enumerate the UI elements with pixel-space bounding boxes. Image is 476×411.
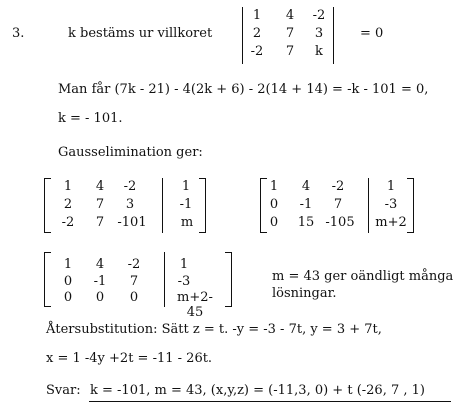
matrix-cell: m+2 xyxy=(375,215,407,230)
matrix-cell: -3 xyxy=(177,274,191,289)
matrix-cell: 1 xyxy=(63,179,73,194)
det-cell: 4 xyxy=(285,8,295,23)
matrix-cell: 0 xyxy=(63,274,73,289)
matrix-cell: 0 xyxy=(269,215,279,230)
matrix-cell: 1 xyxy=(181,179,191,194)
matrix-cell: 0 xyxy=(129,290,139,305)
matrix-cell: -2 xyxy=(127,257,141,272)
back-substitution-line: Återsubstitution: Sätt z = t. -y = -3 - 7t, y = 3 + 7t, xyxy=(46,322,382,337)
matrix-cell: -2 xyxy=(61,215,75,230)
det-cell: 7 xyxy=(285,44,295,59)
augment-divider xyxy=(368,178,369,233)
matrix-cell: 7 xyxy=(129,274,139,289)
det-cell: -2 xyxy=(312,8,326,23)
answer-text: k = -101, m = 43, (x,y,z) = (-11,3, 0) + t (-26, 7 , 1) xyxy=(90,383,425,398)
answer-underline xyxy=(89,401,451,402)
matrix-cell: 2 xyxy=(63,197,73,212)
matrix-cell: 7 xyxy=(95,215,105,230)
condition-text: k bestäms ur villkoret xyxy=(68,26,213,41)
answer-label: Svar: xyxy=(46,383,81,398)
matrix-cell: 4 xyxy=(95,179,105,194)
matrix-cell: 4 xyxy=(301,179,311,194)
x-solution-line: x = 1 -4y +2t = -11 - 26t. xyxy=(46,351,213,366)
augmented-matrix-2 xyxy=(260,178,414,233)
expansion-line: Man får (7k - 21) - 4(2k + 6) - 2(14 + 14) = -k - 101 = 0, xyxy=(58,82,429,97)
matrix-cell: -1 xyxy=(179,197,193,212)
matrix-cell: m xyxy=(180,215,194,230)
matrix-cell: -105 xyxy=(325,215,355,230)
augmented-matrix-1 xyxy=(44,178,206,233)
matrix-cell: 1 xyxy=(269,179,279,194)
k-result-line: k = - 101. xyxy=(58,111,123,126)
gauss-intro: Gausselimination ger: xyxy=(58,145,203,160)
matrix-cell: 0 xyxy=(95,290,105,305)
problem-number: 3. xyxy=(12,26,25,41)
conclusion-line-2: lösningar. xyxy=(272,286,337,301)
matrix-right-bracket xyxy=(225,252,232,307)
det-cell: -2 xyxy=(250,44,264,59)
det-cell: 2 xyxy=(252,26,262,41)
det-cell: 7 xyxy=(285,26,295,41)
matrix-cell: 1 xyxy=(179,257,189,272)
matrix-cell: -2 xyxy=(123,179,137,194)
equals-zero: = 0 xyxy=(360,26,384,41)
matrix-cell: 4 xyxy=(95,257,105,272)
det-cell: 3 xyxy=(314,26,324,41)
matrix-cell: -101 xyxy=(117,215,147,230)
matrix-cell: m+2-45 xyxy=(177,290,213,320)
det-cell: k xyxy=(315,44,323,59)
determinant xyxy=(242,7,334,64)
matrix-cell: 0 xyxy=(63,290,73,305)
matrix-cell: 1 xyxy=(63,257,73,272)
matrix-cell: -1 xyxy=(93,274,107,289)
matrix-cell: 15 xyxy=(297,215,315,230)
matrix-cell: 1 xyxy=(386,179,396,194)
matrix-cell: -3 xyxy=(384,197,398,212)
matrix-cell: 7 xyxy=(333,197,343,212)
matrix-cell: 7 xyxy=(95,197,105,212)
augmented-matrix-3 xyxy=(44,252,232,320)
matrix-cell: -2 xyxy=(331,179,345,194)
matrix-cell: 3 xyxy=(125,197,135,212)
conclusion-line-1: m = 43 ger oändligt många xyxy=(272,269,454,284)
matrix-cell: 0 xyxy=(269,197,279,212)
det-cell: 1 xyxy=(252,8,262,23)
matrix-cell: -1 xyxy=(299,197,313,212)
augment-divider xyxy=(162,178,163,233)
